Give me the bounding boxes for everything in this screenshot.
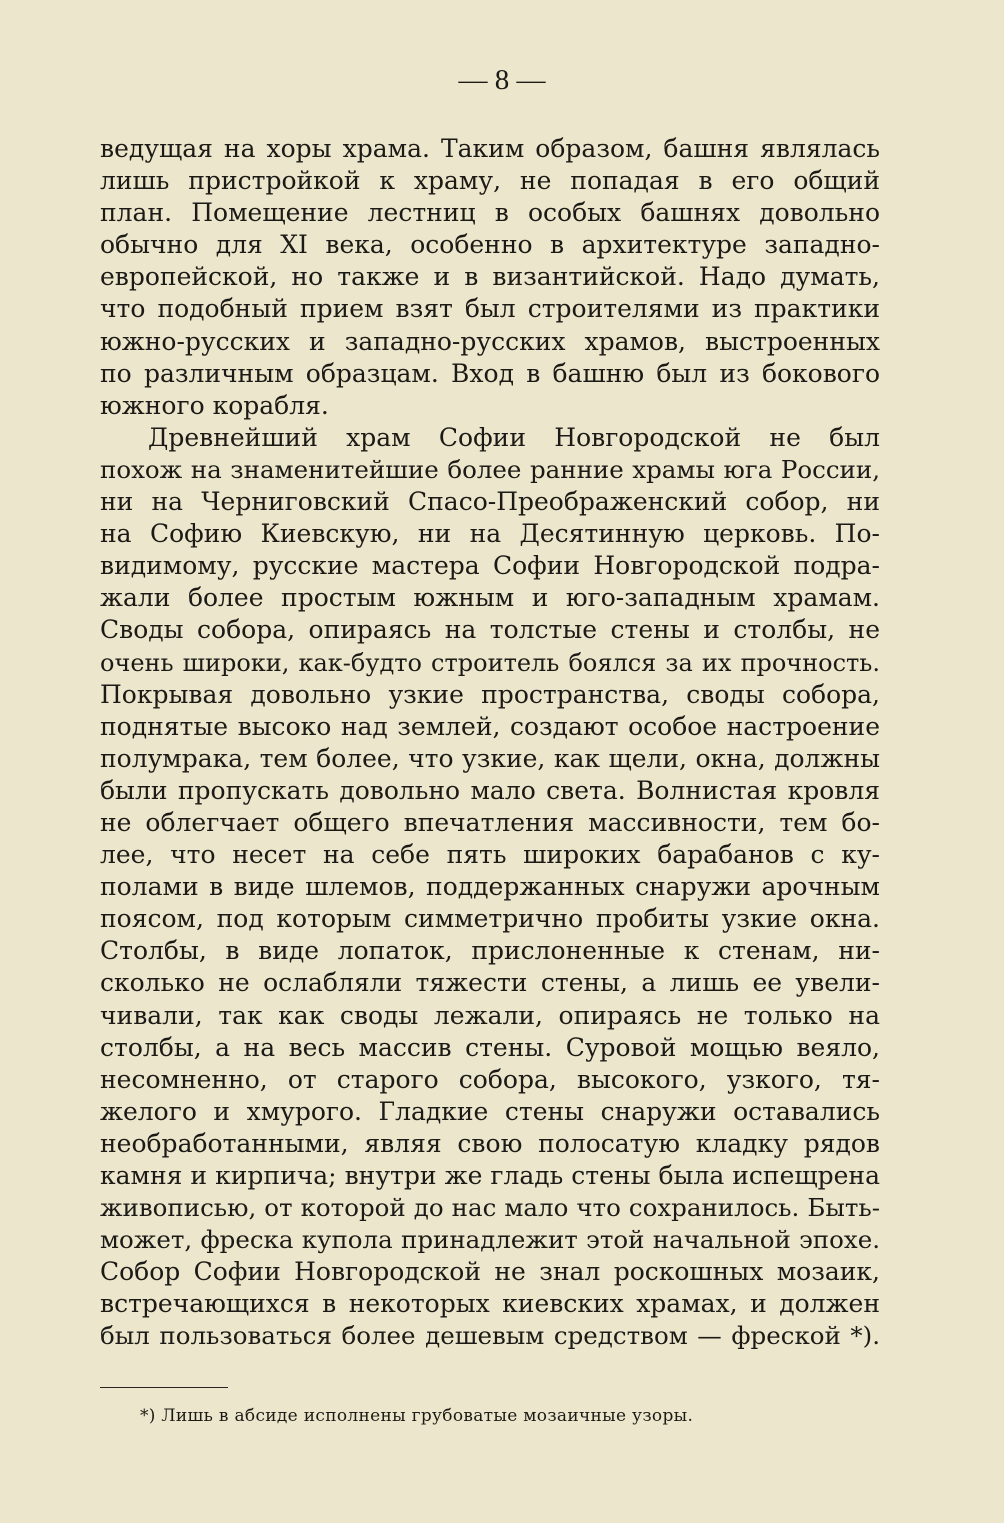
text-line: чивали, так как своды лежали, опираясь не только на: [100, 1000, 880, 1030]
text-line: может, фреска купола принадлежит этой начальной эпохе.: [100, 1225, 880, 1255]
text-line: поднятые высоко над землей, создают особое настроение: [100, 711, 880, 741]
text-line: полами в виде шлемов, поддержанных снаружи арочным: [100, 872, 880, 902]
text-line: Столбы, в виде лопаток, прислоненные к стенам, ни-: [100, 936, 880, 966]
text-line: желого и хмурого. Гладкие стены снаружи оставались: [100, 1096, 880, 1126]
text-line: Покрывая довольно узкие пространства, своды собора,: [100, 679, 880, 709]
text-line: был пользоваться более дешевым средством — фреской *).: [100, 1321, 880, 1351]
text-line: ведущая на хоры храма. Таким образом, башня являлась: [100, 134, 880, 163]
body-text: [100, 133, 880, 1353]
footnote: *) Лишь в абсиде исполнены грубоватые мозаичные узоры.: [140, 1406, 694, 1426]
text-line: Собор Софии Новгородской не знал роскошных мозаик,: [100, 1257, 880, 1287]
text-line: южного корабля.: [100, 390, 329, 420]
text-line: несомненно, от старого собора, высокого, узкого, тя-: [100, 1064, 880, 1094]
text-line: по различным образцам. Вход в башню был из бокового: [100, 358, 880, 388]
text-line: необработанными, являя свою полосатую кладку рядов: [100, 1128, 880, 1158]
text-line: жали более простым южным и юго-западным храмам.: [100, 583, 880, 613]
text-line: были пропускать довольно мало света. Волнистая кровля: [100, 775, 880, 805]
text-line: очень широки, как-будто строитель боялся за их прочность.: [100, 648, 880, 677]
text-line: на Софию Киевскую, ни на Десятинную церковь. По-: [100, 519, 880, 549]
text-line: поясом, под которым симметрично пробиты узкие окна.: [100, 904, 880, 934]
text-line: ни на Черниговский Спасо-Преображенский собор, ни: [100, 487, 880, 517]
text-line: лишь пристройкой к храму, не попадая в его общий: [100, 166, 880, 196]
text-line: видимому, русские мастера Софии Новгородской подра-: [100, 551, 880, 581]
text-line: лее, что несет на себе пять широких барабанов с ку-: [100, 840, 880, 870]
text-line: камня и кирпича; внутри же гладь стены была испещрена: [100, 1161, 880, 1190]
text-line: сколько не ослабляли тяжести стены, а лишь ее увели-: [100, 968, 880, 998]
text-line: обычно для XI века, особенно в архитектуре западно-: [100, 230, 880, 260]
text-line: похож на знаменитейшие более ранние храмы юга России,: [100, 454, 880, 484]
text-line: живописью, от которой до нас мало что сохранилось. Быть-: [100, 1193, 880, 1223]
text-line: план. Помещение лестниц в особых башнях довольно: [100, 198, 880, 228]
text-line: не облегчает общего впечатления массивности, тем бо-: [100, 807, 880, 837]
footnote-divider: [100, 1387, 228, 1388]
page-number: — 8 —: [458, 64, 546, 96]
text-line: столбы, а на весь массив стены. Суровой мощью веяло,: [100, 1032, 880, 1062]
text-line: встречающихся в некоторых киевских храмах, и должен: [100, 1289, 880, 1319]
paragraph-start-line: Древнейший храм Софии Новгородской не был: [148, 422, 880, 452]
text-line: южно-русских и западно-русских храмов, выстроенных: [100, 326, 880, 356]
text-line: Своды собора, опираясь на толстые стены и столбы, не: [100, 615, 880, 645]
text-line: европейской, но также и в византийской. Надо думать,: [100, 262, 880, 292]
text-line: полумрака, тем более, что узкие, как щели, окна, должны: [100, 743, 880, 773]
text-line: что подобный прием взят был строителями из практики: [100, 294, 880, 324]
